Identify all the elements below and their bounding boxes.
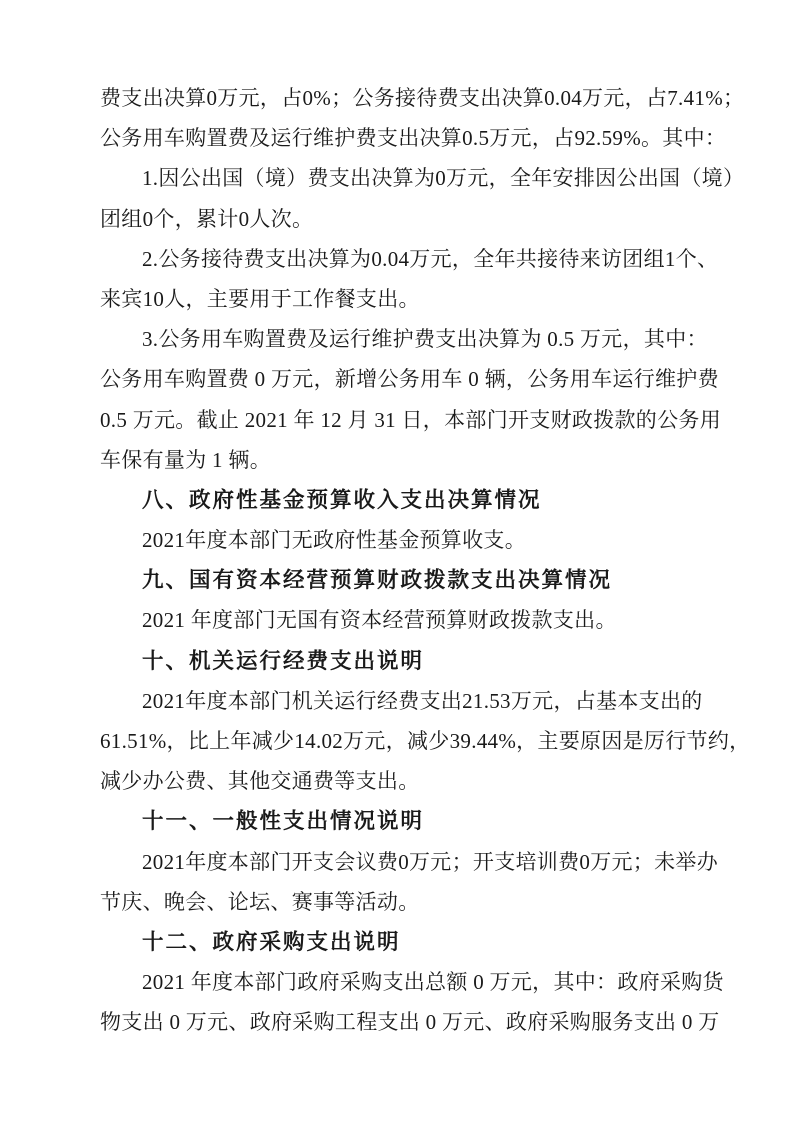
body-line: 节庆、晚会、论坛、赛事等活动。 [100, 889, 420, 914]
body-line: 物支出 0 万元、政府采购工程支出 0 万元、政府采购服务支出 0 万 [100, 1010, 720, 1035]
section-heading-10: 十、机关运行经费支出说明 [142, 648, 425, 673]
body-line: 2021年度本部门机关运行经费支出21.53万元，占基本支出的 [142, 688, 703, 713]
section-heading-11: 十一、一般性支出情况说明 [142, 809, 425, 834]
body-line: 61.51%，比上年减少14.02万元，减少39.44%，主要原因是厉行节约， [100, 729, 751, 753]
body-line: 2021年度本部门无政府性基金预算收支。 [142, 528, 526, 553]
body-line: 1.因公出国（境）费支出决算为0万元，全年安排因公出国（境） [142, 166, 745, 191]
body-line: 3.公务用车购置费及运行维护费支出决算为 0.5 万元，其中： [142, 327, 708, 352]
body-line: 2.公务接待费支出决算为0.04万元，全年共接待来访团组1个、 [142, 246, 719, 271]
body-line: 公务用车购置费 0 万元，新增公务用车 0 辆，公务用车运行维护费 [100, 367, 719, 392]
body-line: 公务用车购置费及运行维护费支出决算0.5万元，占92.59%。其中： [100, 126, 727, 151]
body-line: 2021 年度部门无国有资本经营预算财政拨款支出。 [142, 608, 617, 633]
document-content [100, 78, 751, 1043]
body-line: 2021 年度本部门政府采购支出总额 0 万元，其中：政府采购货 [142, 970, 724, 995]
body-line: 2021年度本部门开支会议费0万元；开支培训费0万元；未举办 [142, 849, 718, 874]
body-line: 车保有量为 1 辆。 [100, 447, 271, 472]
body-line: 减少办公费、其他交通费等支出。 [100, 769, 420, 794]
body-line: 团组0个，累计0人次。 [100, 206, 314, 231]
body-line: 费支出决算0万元，占0%；公务接待费支出决算0.04万元，占7.41%； [100, 86, 745, 110]
section-heading-8: 八、政府性基金预算收入支出决算情况 [142, 487, 542, 512]
section-heading-9: 九、国有资本经营预算财政拨款支出决算情况 [142, 568, 613, 593]
body-line: 来宾10人，主要用于工作餐支出。 [100, 286, 420, 311]
body-line: 0.5 万元。截止 2021 年 12 月 31 日，本部门开支财政拨款的公务用 [100, 407, 721, 432]
section-heading-12: 十二、政府采购支出说明 [142, 929, 401, 954]
